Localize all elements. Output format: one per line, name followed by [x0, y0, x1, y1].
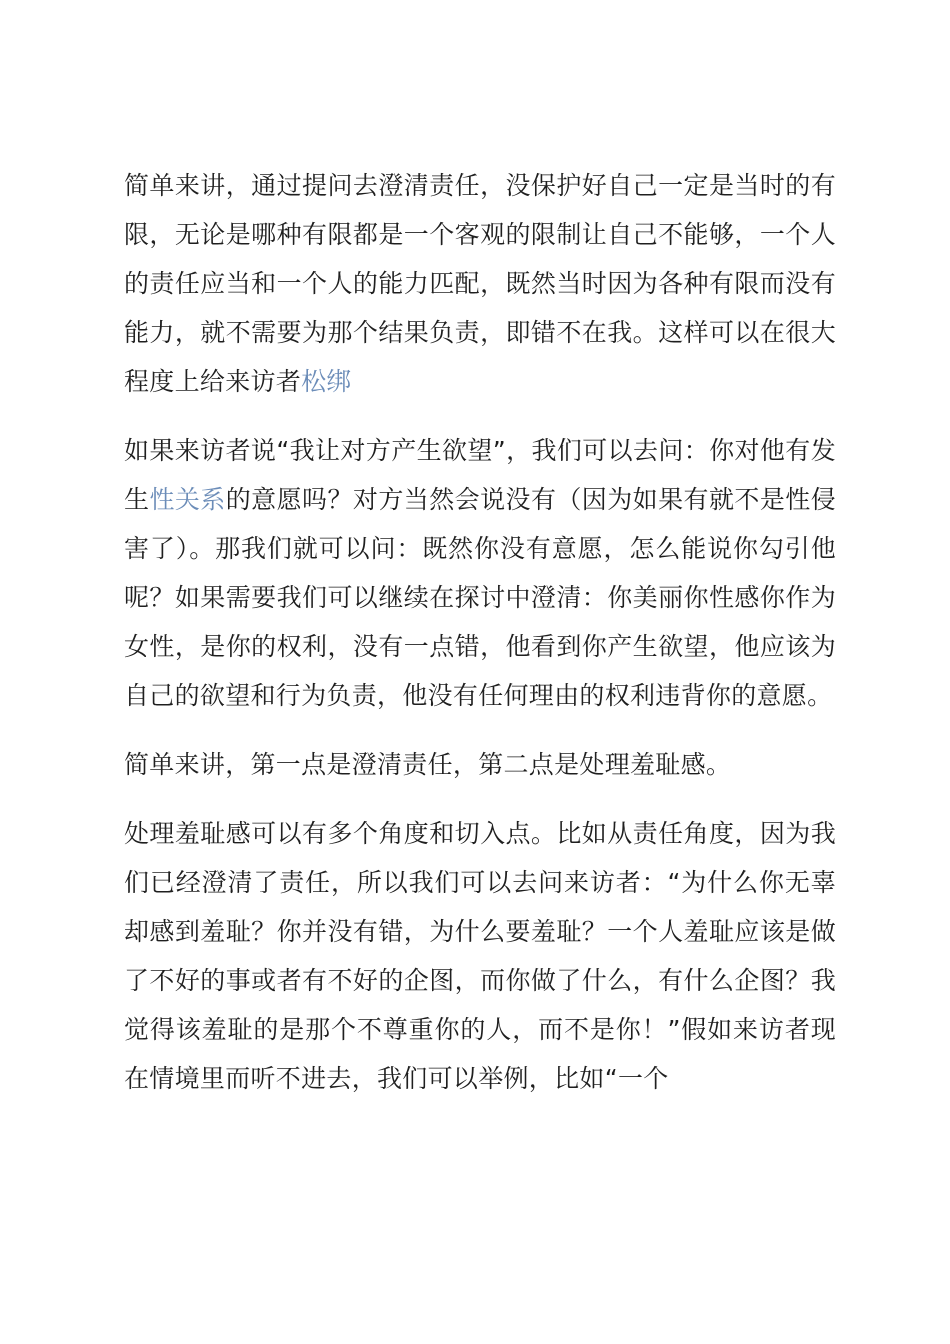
paragraph-1-text: 简单来讲，通过提问去澄清责任，没保护好自己一定是当时的有限，无论是哪种有限都是一个客观的限制让自己不能够，一个人的责任应当和一个人的能力匹配，既然当时因为各种有限而没有能力，就不需要为那个结果负责，即错不在我。这样可以在很大程度上给来访者: [124, 171, 836, 396]
paragraph-2: [124, 426, 836, 720]
paragraph-2-text-before: 如果来访者说“我让对方产生欲望”，我们可以去问：你对他有发生: [124, 436, 836, 514]
link-xingguanxi[interactable]: 性关系: [149, 485, 226, 514]
paragraph-3: 简单来讲，第一点是澄清责任，第二点是处理羞耻感。: [124, 750, 732, 779]
link-songbang[interactable]: 松绑: [301, 367, 352, 396]
paragraph-4: 处理羞耻感可以有多个角度和切入点。比如从责任角度，因为我们已经澄清了责任，所以我们可以去问来访者：“为什么你无辜却感到羞耻？你并没有错，为什么要羞耻？一个人羞耻应该是做了不好的事或者有不好的企图，而你做了什么，有什么企图？我觉得该羞耻的是那个不尊重你的人，而不是你！”假如来访者现在情境里而听不进去，我们可以举例，比如“一个: [124, 819, 836, 1093]
article-body: [124, 161, 836, 1123]
paragraph-2-text-after: 的意愿吗？对方当然会说没有（因为如果有就不是性侵害了）。那我们就可以问：既然你没有意愿，怎么能说你勾引他呢？如果需要我们可以继续在探讨中澄清：你美丽你性感你作为女性，是你的权利，没有一点错，他看到你产生欲望，他应该为自己的欲望和行为负责，他没有任何理由的权利违背你的意愿。: [124, 485, 836, 710]
paragraph-1: [124, 161, 836, 406]
